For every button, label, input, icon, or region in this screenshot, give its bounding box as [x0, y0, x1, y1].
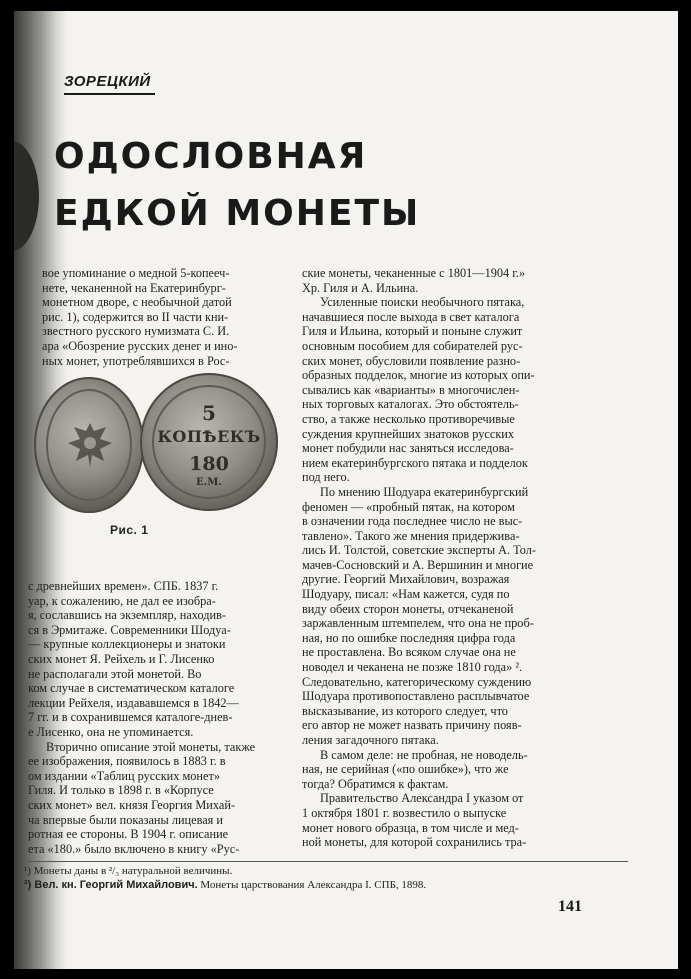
text-line: феномен — «пробный пятак, на котором — [302, 499, 515, 514]
text-line: ом издании «Таблиц русских монет» — [28, 768, 220, 783]
text-line: Вторично описание этой монеты, также — [46, 739, 256, 754]
text-line: Усиленные поиски необычного пятака, — [320, 295, 525, 310]
coin-year: 180 — [189, 453, 229, 475]
text-line: ротная ее стороны. В 1904 г. описание — [28, 827, 229, 842]
text-line: ских монет» вел. князя Георгия Михай- — [28, 797, 235, 812]
text-line: В самом деле: не пробная, не новодель- — [320, 747, 528, 762]
text-line: ная, но по ошибке последняя цифра года — [302, 630, 516, 645]
text-line: лекции Рейхеля, издававшемся в 1842— — [28, 695, 239, 710]
text-line: вое упоминание о медной 5-копееч- — [42, 266, 230, 280]
coin-word: КОПѢЕКЪ — [157, 427, 261, 446]
text-line: ления загадочного пятака. — [302, 733, 439, 747]
coin-obverse-image — [34, 377, 144, 513]
text-line: новодел и чеканена не позже 1810 года» ². — [302, 660, 523, 675]
text-line: образных подделок, многие из которых опи- — [302, 368, 535, 383]
figure-caption: Рис. 1 — [110, 523, 149, 537]
text-line: виду обеих сторон монеты, отчеканеной — [302, 601, 514, 616]
text-line: не проставлена. Во всяком случае она не — [302, 645, 516, 660]
text-line: основным пособием для собирателей рус- — [302, 338, 523, 353]
text-line: Гиля и Ильина, который и поныне служит — [302, 324, 523, 339]
text-line: в означении года последнее число не выс- — [302, 514, 523, 529]
page-number: 141 — [558, 898, 582, 915]
text-line: рис. 1), содержится во II части кни- — [42, 309, 229, 324]
text-line: высказывание, из которого следует, что — [302, 703, 508, 718]
text-line: лись И. Толстой, советские эксперты А. Тол- — [302, 543, 536, 558]
text-line: сывались как «варианты» в многочислен- — [302, 382, 520, 397]
text-line: Шодуару, писал: «Нам кажется, судя по — [302, 587, 510, 602]
right-column — [302, 266, 636, 850]
text-line: Правительство Александра I указом от — [320, 791, 524, 806]
text-line: тавлено». Такого же мнения придерживa- — [302, 528, 520, 543]
text-line: под него. — [302, 470, 350, 485]
text-line: ара «Обозрение русских денег и ино- — [42, 338, 238, 353]
coin-mint-mark: Е.М. — [196, 477, 222, 488]
text-line: ских монет Я. Рейхель и Г. Лисенко — [28, 651, 215, 666]
text-line: Шодуара противопоставлено расплывчатое — [302, 689, 530, 704]
text-line: я, сославшись на экземпляр, находив- — [28, 608, 226, 623]
text-line: ее изображения, появилось в 1883 г. в — [28, 754, 226, 769]
text-line: ета «180.» было включено в книгу «Рус- — [28, 841, 240, 856]
text-line: ство, а также несколько противоречивые — [302, 411, 515, 426]
text-line: уар, к сожалению, не дал ее изобра- — [28, 593, 216, 608]
author-name: ЗОРЕЦКИЙ — [64, 73, 155, 95]
text-line: монет нового образца, в том числе и мед- — [302, 820, 519, 835]
book-page — [14, 11, 678, 969]
text-line: ных торговых каталогах. Это обстоятель- — [302, 397, 519, 412]
text-line: нием екатеринбургского пятака и подделок — [302, 455, 528, 470]
text-line: Следовательно, категорическому суждению — [302, 674, 532, 689]
text-line: ная, не серийная («по ошибке»), что же — [302, 762, 509, 777]
text-line: нете, чеканенной на Екатеринбург- — [42, 280, 226, 295]
text-line: е Лисенко, она не упоминается. — [28, 724, 194, 739]
footnote-1: ¹) Монеты даны в ²/₃ натуральной величины. — [24, 865, 233, 877]
footnote-2-label: ²) Вел. кн. Георгий Михайлович. — [24, 879, 198, 891]
footnote-2 — [24, 879, 426, 891]
text-line: начавшиеся после выхода в свет каталога — [302, 309, 520, 324]
text-line: заржавленным штемпелем, что она не проб- — [302, 616, 534, 631]
article-title-line-2: ЕДКОЙ МОНЕТЫ — [54, 193, 421, 234]
text-line: с древнейших времен». СПБ. 1837 г. — [28, 579, 219, 593]
text-line: ских монет, обусловили появление разно- — [302, 353, 521, 368]
text-line: ча впервые были показаны лицевая и — [28, 812, 223, 827]
text-line: Гиля. И только в 1898 г. в «Корпусе — [28, 783, 214, 798]
text-line: мачев-Сосновский и А. Вершинин и многие — [302, 557, 534, 572]
text-line: монетном дворе, с необычной датой — [42, 295, 232, 310]
text-line: суждения крупнейших знатоков русских — [302, 426, 515, 441]
left-column-top — [42, 266, 280, 368]
text-line: — крупные коллекционеры и знатоки — [28, 637, 226, 652]
text-line: ной монеты, для которой сохранились тра- — [302, 835, 527, 850]
text-line: монет побудили нас заняться исследова- — [302, 441, 514, 456]
text-line: ком случае в систематическом каталоге — [28, 681, 235, 696]
text-line: ных монет, употреблявшихся в Рос- — [42, 353, 230, 368]
coin-reverse-image — [140, 373, 278, 511]
text-line: 7 гг. и в сохранившемся каталоге-днев- — [28, 710, 233, 725]
text-line: тогда? Обратимся к фактам. — [302, 776, 449, 791]
coin-denomination: 5 — [202, 401, 216, 425]
eagle-emblem-icon — [60, 415, 120, 475]
text-line: другие. Георгий Михайлович, возражая — [302, 572, 510, 587]
article-title-line-1: ОДОСЛОВНАЯ — [54, 136, 368, 177]
footnote-rule — [28, 861, 628, 862]
text-line: не располагали этой монетой. Во — [28, 666, 202, 681]
text-line: Хр. Гиля и А. Ильина. — [302, 280, 419, 295]
text-line: 1 октября 1801 г. возвестило о выпуске — [302, 805, 507, 820]
text-line: ские монеты, чеканенные с 1801—1904 г.» — [302, 266, 526, 280]
text-line: его автор не может назвать причину появ- — [302, 718, 522, 733]
footnote-2-text: Монеты царствования Александра I. СПБ, 1898. — [197, 879, 427, 891]
text-line: ся в Эрмитаже. Современники Шодуа- — [28, 622, 231, 637]
text-line: По мнению Шодуара екатеринбургский — [320, 484, 529, 499]
text-line: звестного русского нумизмата С. И. — [42, 324, 230, 339]
left-column-bottom — [28, 579, 282, 856]
